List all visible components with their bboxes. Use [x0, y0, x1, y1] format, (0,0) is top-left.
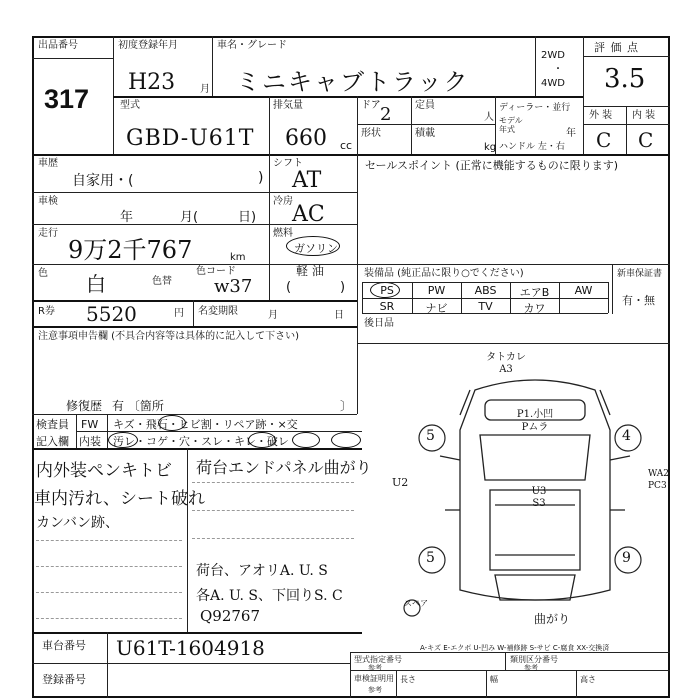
ac-value: AC: [292, 202, 325, 227]
fuel-paren-close: ): [340, 280, 346, 295]
warranty-value: 有・無: [622, 294, 655, 307]
chassis-number: U61T-1604918: [116, 636, 265, 660]
history-label: 車歴: [38, 158, 58, 169]
cc-value: 660: [285, 126, 327, 151]
mark-bottom: 曲がり: [534, 612, 571, 626]
dealer-label: ディーラー・並行: [499, 103, 571, 113]
model-spec-label: 型式指定番号: [354, 655, 402, 664]
mileage-value: 9万2千767: [68, 236, 193, 264]
divider: [576, 670, 577, 698]
repair-label: 修復歴: [66, 399, 103, 413]
divider: [357, 154, 358, 326]
mileage-label: 走行: [38, 228, 58, 239]
model-year-label: モデル年式: [499, 116, 523, 134]
int-dirt-circle: [108, 432, 138, 448]
divider: [32, 154, 670, 156]
cert-ref: 参考: [368, 686, 382, 694]
divider: [357, 264, 670, 265]
remark-right-4: Q92767: [200, 607, 261, 625]
divider: [505, 652, 506, 670]
mark-spare: スペア: [404, 599, 428, 608]
dash-line: [192, 482, 354, 483]
equip-ps: PS: [380, 284, 394, 297]
type-label: 型式: [120, 100, 140, 111]
divider: [193, 300, 194, 326]
divider: [107, 632, 108, 698]
remark-left-1: 内外装ペンキトビ: [36, 461, 172, 481]
remark-right-3: 各A. U. S、下回りS. C: [196, 588, 343, 604]
lot-label: 出品番号: [38, 40, 78, 51]
person-unit: 人: [484, 112, 494, 123]
divider: [583, 36, 584, 154]
month-suffix: 月: [200, 84, 210, 95]
dash-line: [36, 566, 182, 567]
divider: [350, 652, 351, 698]
int-cut-circle: [292, 432, 320, 448]
cc-label: 排気量: [273, 100, 303, 111]
overall-grade: 3.5: [604, 64, 646, 94]
color-label: 色: [38, 268, 48, 279]
fuel-paren-open: (: [286, 280, 292, 295]
divider: [32, 58, 113, 59]
fuel-diesel: 軽 油: [296, 264, 324, 278]
int-tear-circle: [331, 432, 361, 448]
divider: [362, 282, 608, 283]
sales-point-label: セールスポイント (正常に機能するものに限ります): [365, 159, 619, 172]
equip-ps-circle: [370, 282, 400, 298]
remark-left-2: 車内汚れ、シート破れ: [34, 489, 206, 509]
divider: [362, 298, 608, 299]
repair-value: 有 〔箇所: [112, 399, 164, 413]
class-ref: 参考: [524, 664, 538, 672]
drive-4wd: 4WD: [541, 78, 565, 89]
name-change-day: 日: [334, 310, 344, 321]
divider: [269, 96, 270, 154]
tire-rear-right: 9: [622, 550, 631, 566]
mark-top: タトカレ A3: [486, 352, 526, 375]
divider: [32, 414, 357, 415]
tire-rear-left: 5: [426, 550, 435, 566]
divider: [32, 448, 362, 450]
class-label: 類別区分番号: [510, 655, 558, 664]
rear-items-label: 後日品: [364, 318, 394, 329]
capacity-label: 定員: [415, 100, 435, 111]
width-label: 幅: [490, 675, 498, 684]
handle-label: ハンドル 左・右: [499, 142, 565, 152]
door-label: ドア: [361, 100, 381, 111]
history-close: ): [258, 170, 264, 186]
divider: [32, 300, 357, 302]
divider: [583, 56, 670, 57]
fw-stone-circle: [158, 415, 186, 431]
tire-front-right: 4: [622, 428, 631, 444]
cert-label: 車検証明用: [354, 674, 394, 683]
equip-airbag: エアB: [519, 286, 550, 299]
mark-right: WA2 PC3: [648, 469, 670, 491]
exterior-grade: C: [596, 128, 612, 152]
dash-line: [36, 618, 182, 619]
inspector-label: 検査員: [36, 418, 69, 431]
height-label: 高さ: [580, 675, 596, 684]
grade-label: 評 価 点: [594, 41, 639, 54]
model-spec-ref: 参考: [368, 664, 382, 672]
ac-label: 冷房: [273, 196, 293, 207]
fw-label: FW: [81, 418, 99, 431]
mark-roof: P1.小凹 Pムラ: [516, 409, 554, 433]
kg-unit: kg: [484, 142, 497, 153]
equip-leather: カワ: [523, 302, 546, 315]
history-value: 自家用・(: [72, 173, 134, 189]
registration-label: 登録番号: [42, 673, 86, 686]
mark-center: U3 S3: [531, 486, 547, 509]
divider: [626, 106, 627, 154]
lot-number: 317: [44, 84, 90, 114]
divider: [32, 663, 350, 664]
equip-sr: SR: [379, 300, 395, 313]
exterior-label: 外 装: [589, 110, 613, 121]
repair-close: 〕: [340, 399, 353, 413]
length-label: 長さ: [400, 675, 416, 684]
drive-dot: ・: [553, 64, 563, 75]
interior-label: 内 装: [632, 110, 656, 121]
equip-pw: PW: [427, 284, 446, 297]
divider: [357, 326, 358, 414]
divider: [350, 670, 670, 671]
dash-line: [36, 540, 182, 541]
divider: [396, 670, 397, 698]
divider: [187, 448, 188, 632]
equipment-label: 装備品 (純正品に限り○でください): [364, 268, 524, 279]
divider: [612, 264, 613, 314]
equip-abs: ABS: [474, 284, 497, 297]
first-registration-year: H23: [128, 70, 176, 95]
first-registration-label: 初度登録年月: [118, 40, 178, 51]
divider: [357, 96, 358, 154]
divider: [357, 343, 670, 344]
int-wear-circle: [248, 432, 276, 448]
type-code: GBD-U61T: [126, 126, 255, 151]
inspection-label: 車検: [38, 196, 58, 207]
shape-label: 形状: [361, 128, 381, 139]
shift-value: AT: [292, 168, 322, 193]
interior-short-label: 内装: [79, 435, 101, 448]
load-label: 積載: [415, 128, 435, 139]
fuel-label: 燃料: [273, 228, 293, 239]
equip-navi: ナビ: [425, 302, 448, 315]
fw-items: キズ・飛石・ヒビ割・リペア跡・×交: [113, 418, 298, 431]
dash-line: [36, 592, 182, 593]
caution-label: 注意事項申告欄 (不具合内容等は具体的に記入して下さい): [38, 331, 299, 342]
cc-unit: cc: [340, 139, 353, 152]
remark-right-1: 荷台エンドパネル曲がり: [196, 458, 372, 477]
divider: [357, 124, 495, 125]
inspection-month: 月(: [180, 210, 199, 225]
shift-label: シフト: [273, 158, 303, 169]
divider: [32, 326, 357, 328]
divider: [535, 36, 536, 96]
fuel-gasoline-circle: [286, 236, 340, 256]
name-change-month: 月: [268, 310, 278, 321]
damage-legend: A-キズ E-エクボ U-凹み W-補修跡 S-サビ C-腐食 XX-交換済: [420, 644, 610, 652]
repaint-label: 色替: [152, 276, 172, 287]
recycle-value: 5520: [86, 302, 137, 326]
remark-left-3: カンバン跡、: [36, 515, 120, 531]
door-value: 2: [380, 104, 392, 125]
model-name-label: 車名・グレード: [217, 40, 287, 51]
dash-line: [192, 510, 354, 511]
fuel-gasoline: ガソリン: [294, 242, 338, 255]
km-unit: km: [230, 252, 246, 263]
year-unit: 年: [566, 128, 576, 139]
divider: [350, 652, 670, 653]
record-label: 記入欄: [36, 435, 69, 448]
divider: [486, 670, 487, 698]
dash-line: [192, 538, 354, 539]
color-code: w37: [214, 276, 253, 297]
divider: [269, 154, 270, 300]
remark-right-2: 荷台、アオリA. U. S: [196, 563, 328, 579]
inspection-year: 年: [120, 210, 134, 225]
divider: [608, 282, 609, 313]
color-value: 白: [86, 272, 106, 296]
chassis-label: 車台番号: [42, 639, 86, 652]
name-change-label: 名変期限: [198, 306, 238, 317]
model-name: ミニキャブトラック: [236, 68, 470, 96]
equip-aw: AW: [574, 284, 593, 297]
mark-left: U2: [392, 476, 409, 489]
interior-grade: C: [638, 128, 654, 152]
divider: [411, 96, 412, 154]
recycle-label: R券: [38, 306, 55, 317]
yen-unit: 円: [174, 308, 184, 319]
equip-tv: TV: [478, 300, 493, 313]
divider: [362, 313, 608, 314]
drive-2wd: 2WD: [541, 50, 565, 61]
color-code-label: 色コード: [196, 266, 236, 277]
divider: [113, 36, 114, 154]
inspection-day: 日): [238, 210, 257, 225]
divider: [32, 632, 362, 634]
divider: [212, 36, 213, 96]
tire-front-left: 5: [426, 428, 435, 444]
warranty-label: 新車保証書: [617, 269, 663, 279]
interior-items: 汚レ・コゲ・穴・スレ・キレ・破レ: [113, 435, 289, 448]
